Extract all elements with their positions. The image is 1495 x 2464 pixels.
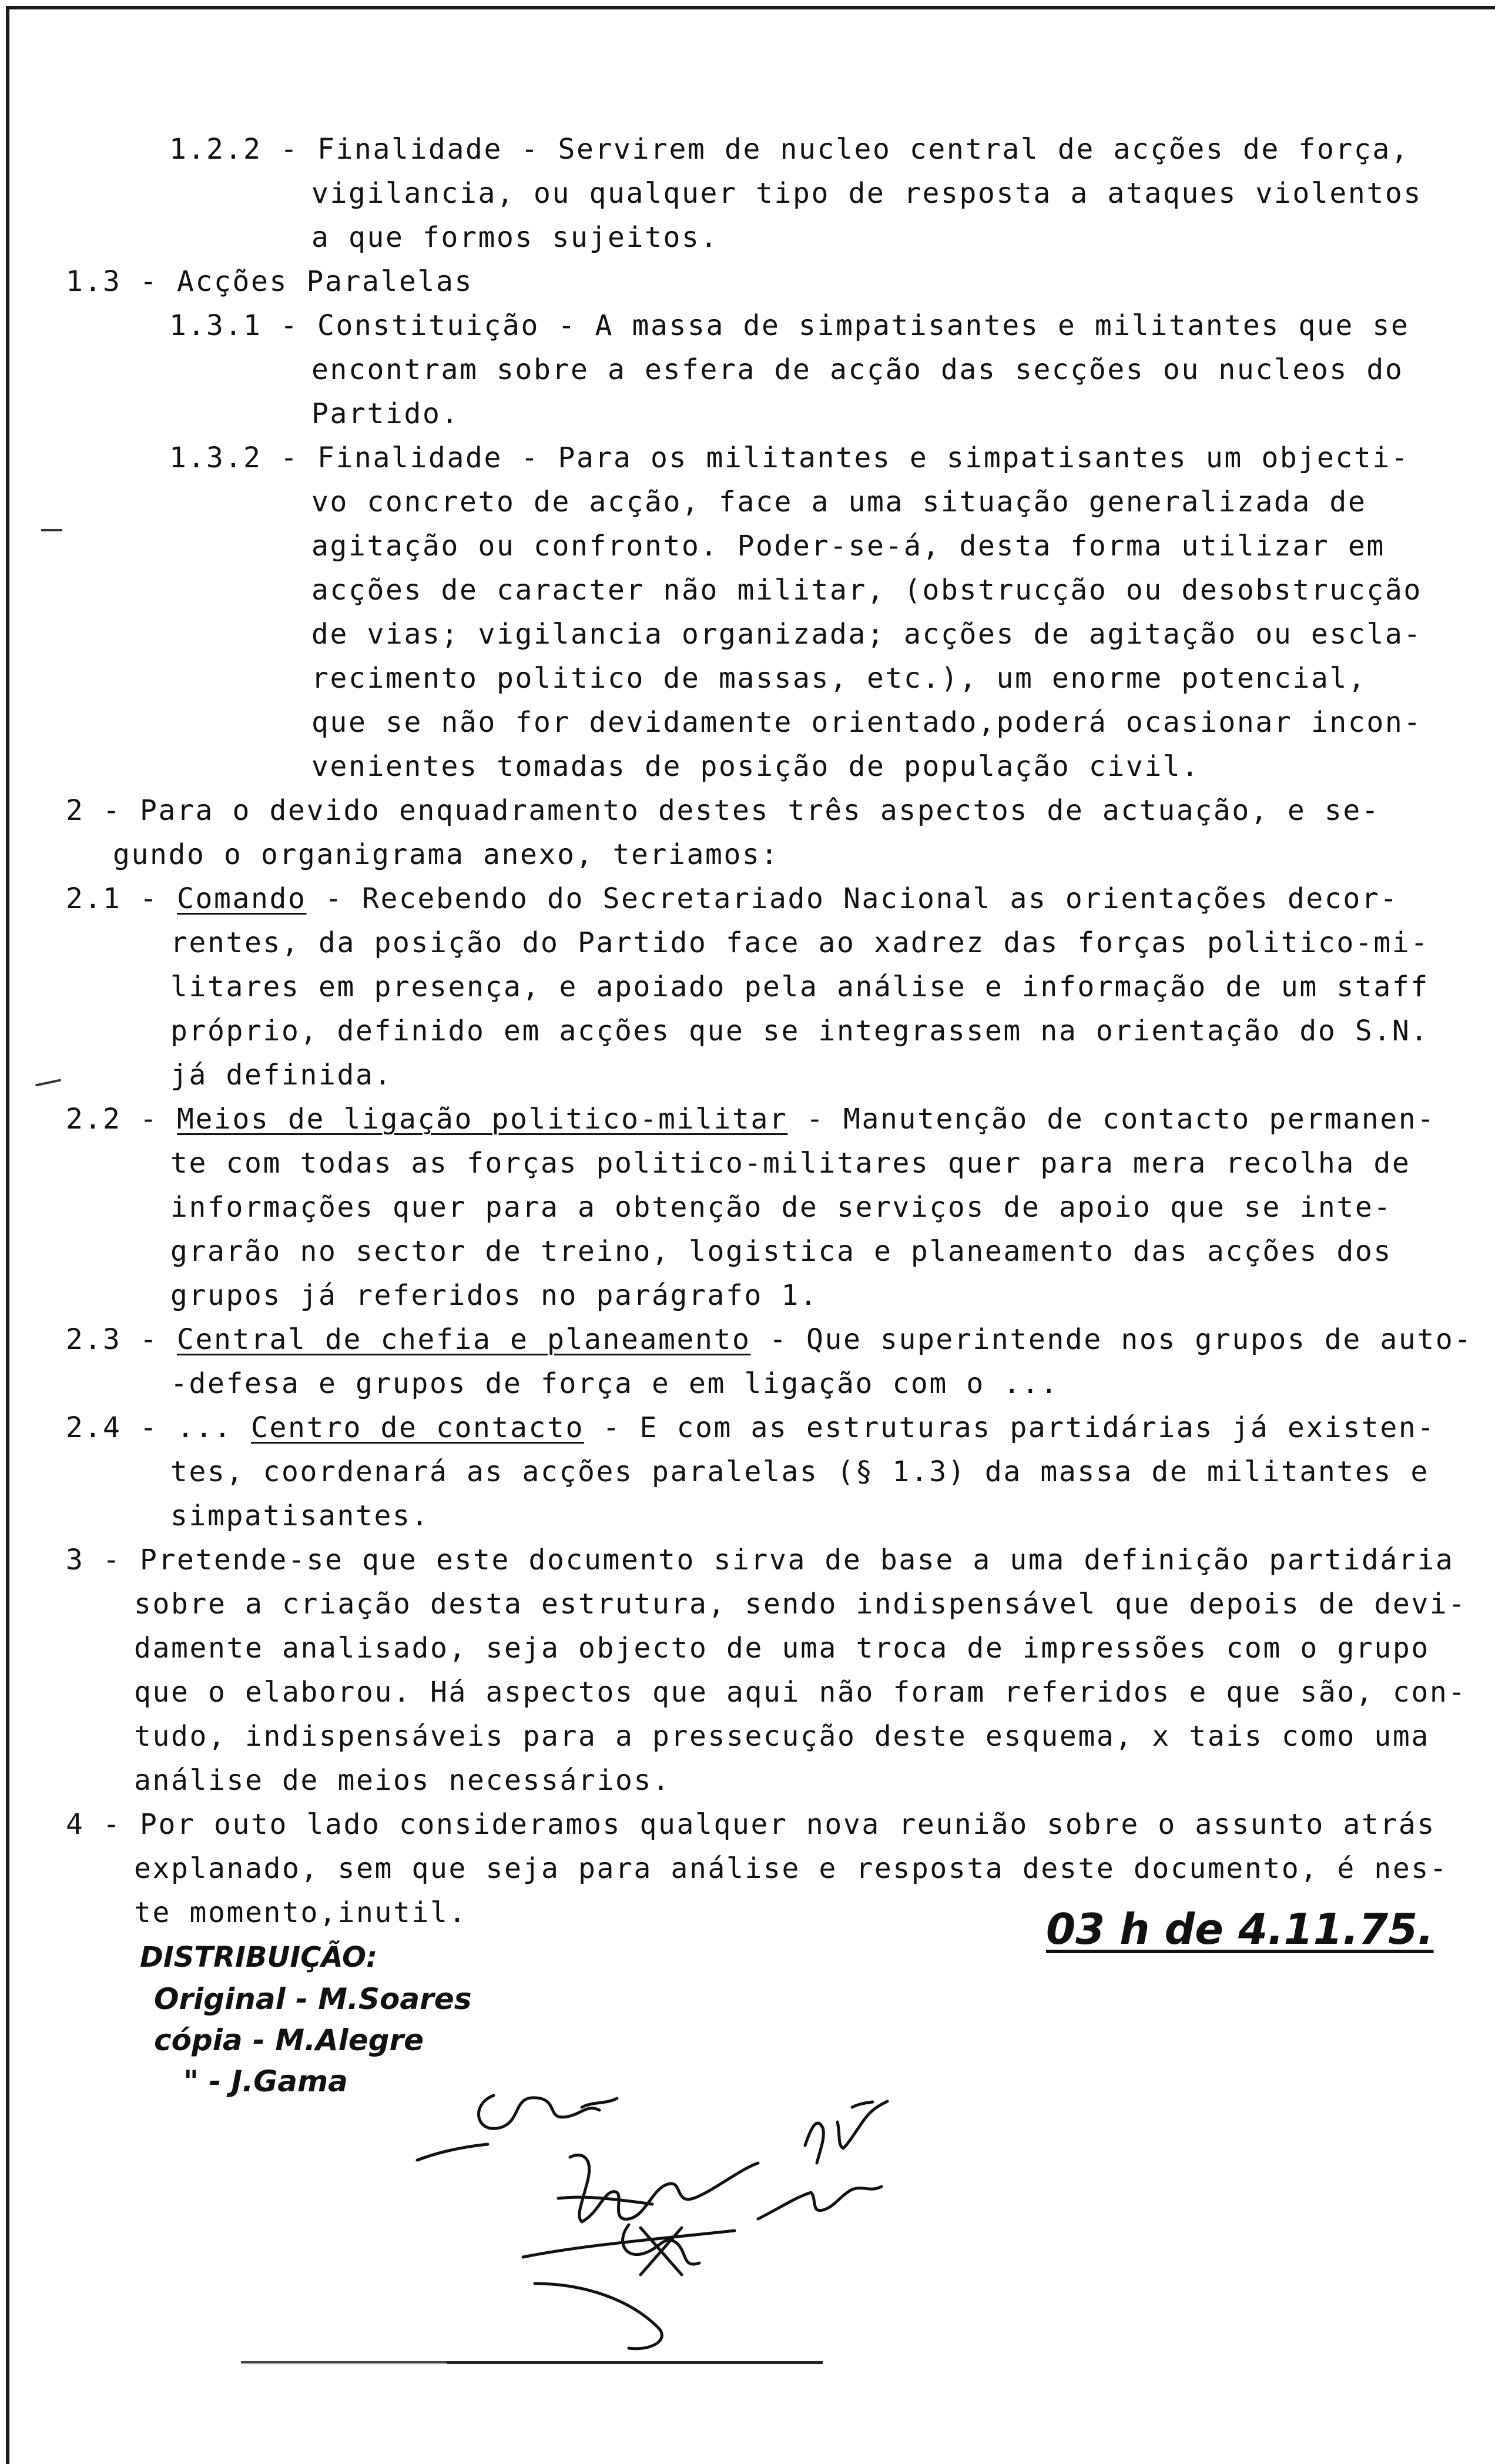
text-line: que se não for devidamente orientado,poderá ocasionar incon- bbox=[311, 706, 1422, 739]
margin-mark bbox=[35, 1079, 61, 1086]
distribution-item: " - J.Gama bbox=[183, 2064, 348, 2098]
text-line: de vias; vigilancia organizada; acções de agitação ou escla- bbox=[311, 618, 1422, 651]
text-line: te com todas as forças politico-militares quer para mera recolha de bbox=[170, 1147, 1411, 1180]
text-line: simpatisantes. bbox=[170, 1499, 430, 1532]
bottom-rule bbox=[447, 2361, 823, 2364]
section-heading: Comando bbox=[177, 882, 307, 915]
text-line: te momento,inutil. bbox=[134, 1896, 467, 1929]
section-text: - Que superintende nos grupos de auto- bbox=[750, 1323, 1473, 1356]
text-line: já definida. bbox=[170, 1059, 393, 1092]
text-line: damente analisado, seja objecto de uma troca de impressões com o grupo bbox=[134, 1632, 1430, 1665]
text-line bbox=[66, 1323, 1473, 1356]
bottom-rule bbox=[241, 2361, 447, 2363]
section-heading: Centro de contacto bbox=[250, 1411, 584, 1444]
text-line: gundo o organigrama anexo, teriamos: bbox=[113, 838, 779, 871]
section-heading: Central de chefia e planeamento bbox=[177, 1323, 751, 1356]
signatures bbox=[405, 2081, 993, 2410]
text-line: venientes tomadas de posição de população civil. bbox=[311, 750, 1200, 783]
text-line: informações quer para a obtenção de serviços de apoio que se inte- bbox=[170, 1191, 1392, 1224]
text-line bbox=[66, 1411, 1436, 1444]
text-line: tudo, indispensáveis para a pressecução deste esquema, x tais como uma bbox=[134, 1720, 1430, 1753]
text-line: recimento politico de massas, etc.), um enorme potencial, bbox=[311, 662, 1367, 695]
section-heading: Meios de ligação politico-militar bbox=[177, 1103, 788, 1136]
text-line: explanado, sem que seja para análise e resposta deste documento, é nes- bbox=[134, 1852, 1449, 1885]
text-line: grupos já referidos no parágrafo 1. bbox=[170, 1279, 819, 1312]
text-line bbox=[66, 1103, 1436, 1136]
page-border-top bbox=[6, 6, 1495, 9]
section-number: 2.3 - bbox=[66, 1323, 177, 1356]
text-line: análise de meios necessários. bbox=[134, 1764, 671, 1797]
text-line: 1.2.2 - Finalidade - Servirem de nucleo central de acções de força, bbox=[169, 133, 1410, 166]
text-line: vo concreto de acção, face a uma situação generalizada de bbox=[311, 486, 1367, 518]
text-line: -defesa e grupos de força e em ligação com o ... bbox=[170, 1367, 1059, 1400]
text-line: que o elaborou. Há aspectos que aqui não foram referidos e que são, con- bbox=[134, 1676, 1467, 1709]
text-line: encontram sobre a esfera de acção das secções ou nucleos do bbox=[311, 353, 1404, 386]
section-number: 2.4 - ... bbox=[66, 1411, 251, 1444]
distribution-title: DISTRIBUIÇÃO: bbox=[140, 1941, 378, 1974]
distribution-item: cópia - M.Alegre bbox=[154, 2023, 424, 2057]
text-line: litares em presença, e apoiado pela análise e informação de um staff bbox=[170, 970, 1429, 1003]
text-line: 4 - Por outo lado consideramos qualquer nova reunião sobre o assunto atrás bbox=[66, 1808, 1436, 1841]
text-line: 2 - Para o devido enquadramento destes três aspectos de actuação, e se- bbox=[66, 794, 1380, 827]
text-line bbox=[66, 882, 1399, 915]
text-line: rentes, da posição do Partido face ao xadrez das forças politico-mi- bbox=[170, 926, 1429, 959]
text-line: a que formos sujeitos. bbox=[311, 221, 719, 254]
section-number: 2.1 - bbox=[66, 882, 177, 915]
text-line: grarão no sector de treino, logistica e planeamento das acções dos bbox=[170, 1235, 1392, 1268]
text-line: Partido. bbox=[311, 397, 460, 430]
text-line: 1.3 - Acções Paralelas bbox=[66, 265, 473, 298]
text-line: 3 - Pretende-se que este documento sirva de base a uma definição partidária bbox=[66, 1544, 1454, 1576]
margin-mark bbox=[41, 529, 62, 531]
text-line: vigilancia, ou qualquer tipo de resposta a ataques violentos bbox=[311, 177, 1422, 210]
distribution-item: Original - M.Soares bbox=[154, 1982, 472, 2016]
section-text: - Recebendo do Secretariado Nacional as orientações decor- bbox=[306, 882, 1399, 915]
text-line: 1.3.2 - Finalidade - Para os militantes e simpatisantes um objecti- bbox=[169, 441, 1410, 474]
section-number: 2.2 - bbox=[66, 1103, 177, 1136]
text-line: tes, coordenará as acções paralelas (§ 1.3) da massa de militantes e bbox=[170, 1455, 1429, 1488]
section-text: - Manutenção de contacto permanen- bbox=[787, 1103, 1436, 1136]
text-line: próprio, definido em acções que se integrassem na orientação do S.N. bbox=[170, 1015, 1429, 1047]
text-line: acções de caracter não militar, (obstrucção ou desobstrucção bbox=[311, 574, 1422, 607]
handwritten-date: 03 h de 4.11.75. bbox=[1046, 1904, 1434, 1954]
section-text: - E com as estruturas partidárias já existen- bbox=[584, 1411, 1436, 1444]
text-line: sobre a criação desta estrutura, sendo indispensável que depois de devi- bbox=[134, 1588, 1467, 1621]
text-line: agitação ou confronto. Poder-se-á, desta forma utilizar em bbox=[311, 530, 1385, 563]
text-line: 1.3.1 - Constituição - A massa de simpatisantes e militantes que se bbox=[169, 309, 1410, 342]
page-border-left bbox=[6, 6, 9, 2464]
